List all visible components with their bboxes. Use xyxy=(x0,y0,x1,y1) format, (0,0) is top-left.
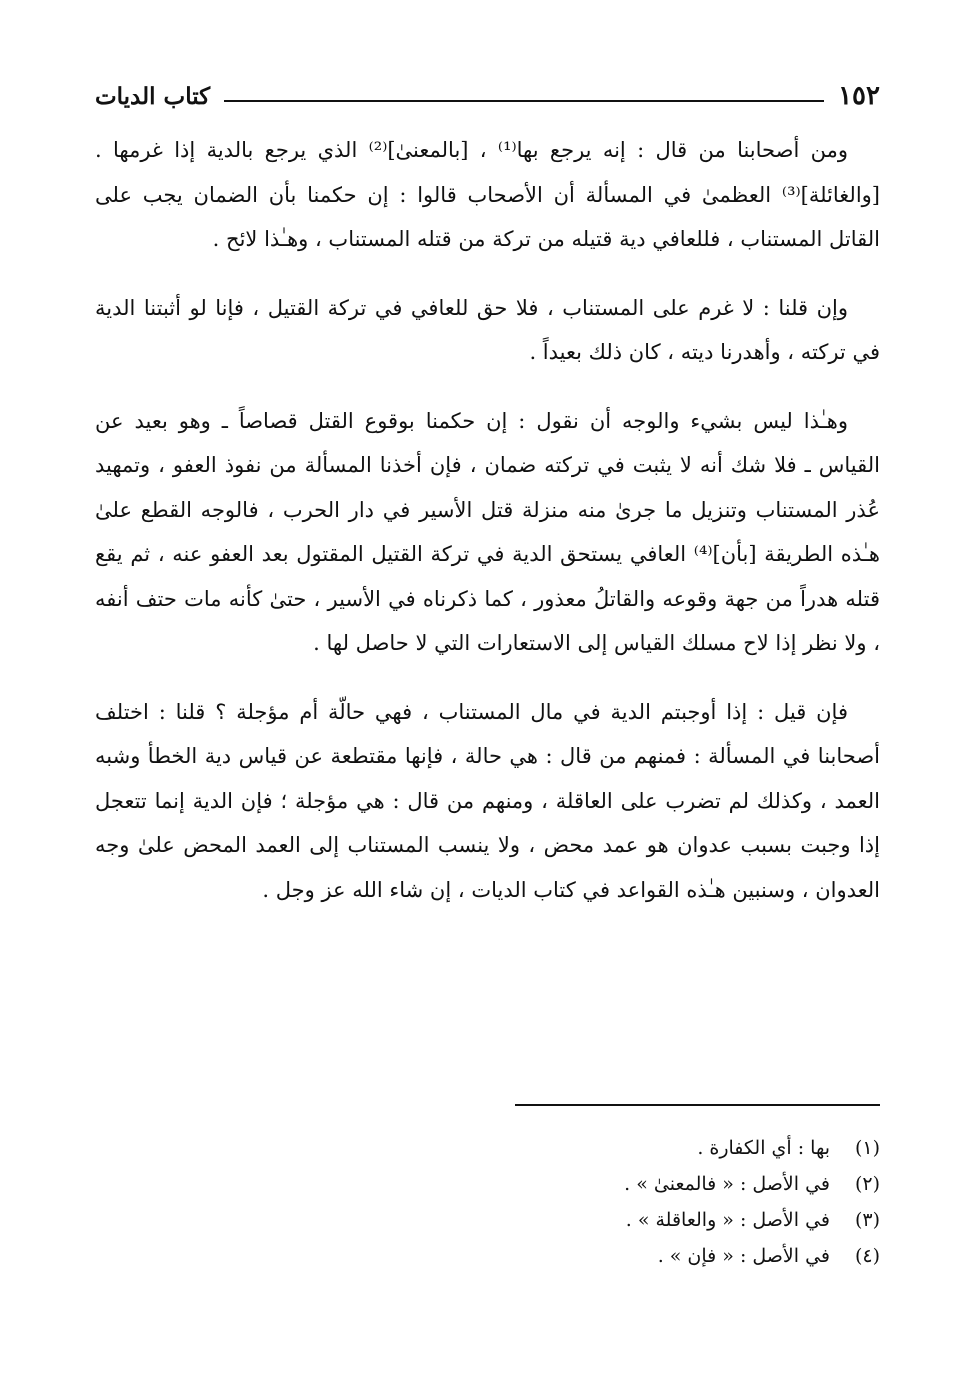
footnote-number: (١) xyxy=(854,1137,880,1159)
footnote-text: في الأصل : « فإن » . xyxy=(657,1245,830,1267)
footnote-text: في الأصل : « فالمعنىٰ » . xyxy=(624,1173,830,1195)
footnotes xyxy=(95,1130,880,1274)
running-title: كتاب الديات xyxy=(95,82,211,110)
footnote xyxy=(95,1130,880,1166)
paragraph: ومن أصحابنا من قال : إنه يرجع بها⁽¹⁾ ، [بالمعنىٰ]⁽²⁾ الذي يرجع بالدية إذا غرمها . [والغائلة]⁽³⁾ العظمىٰ في المسألة أن الأصحاب قالوا : إن حكمنا بأن الضمان يجب على القاتل المستناب ، فللعافي دية قتيله من تركة من قتله المستناب ، وهـٰذا لائح . xyxy=(95,138,880,251)
footnote xyxy=(95,1238,880,1274)
footnote-number: (٤) xyxy=(854,1245,880,1267)
footnote-number: (٢) xyxy=(854,1173,880,1195)
footnote-number: (٣) xyxy=(854,1209,880,1231)
paragraph: فإن قيل : إذا أوجبتم الدية في مال المستناب ، فهي حالّة أم مؤجلة ؟ قلنا : اختلف أصحابنا في المسألة : فمنهم من قال : هي حالة ، فإنها مقتطعة عن قياس دية الخطأ وشبه العمد ، وكذلك لم تضرب على العاقلة ، ومنهم من قال : هي مؤجلة ؛ فإن الدية إنما تتعجل إذا وجبت بسبب عدوان هو عمد محض ، ولا ينسب المستناب إلى العمد المحض علىٰ وجه العدوان ، وسنبين هـٰذه القواعد في كتاب الديات ، إن شاء الله عز وجل . xyxy=(95,699,880,902)
footnote xyxy=(95,1202,880,1238)
paragraph: وإن قلنا : لا غرم على المستناب ، فلا حق للعافي في تركة القتيل ، فإنا لو أثبتنا الدية في تركته ، وأهدرنا ديته ، كان ذلك بعيداً . xyxy=(95,295,880,364)
page-number: ١٥٢ xyxy=(838,81,880,111)
paragraph: وهـٰذا ليس بشيء والوجه أن نقول : إن حكمنا بوقوع القتل قصاصاً ـ وهو بعيد عن القياس ـ فلا شك أنه لا يثبت في تركته ضمان ، فإن أخذنا المسألة من نفوذ العفو ، وتمهيد عُذر المستناب وتنزيل ما جرىٰ منه منزلة قتل الأسير في دار الحرب ، فالوجه القطع علىٰ هـٰذه الطريقة [بأن]⁽⁴⁾ العافي يستحق الدية في تركة القتيل المقتول بعد العفو عنه ، ثم يقع قتله هدراً من جهة وقوعه والقاتلُ معذور ، كما ذكرناه في الأسير ، حتىٰ كأنه مات حتف أنفه ، ولا نظر إذا لاح مسلك القياس إلى الاستعارات التي لا حاصل لها . xyxy=(95,408,880,655)
footnote-text: في الأصل : « والعاقلة » . xyxy=(625,1209,830,1231)
main-text xyxy=(95,128,880,936)
header-rule xyxy=(224,100,824,102)
footnote-separator xyxy=(515,1104,880,1106)
footnote-text: بها : أي الكفارة . xyxy=(697,1137,830,1159)
running-header xyxy=(95,76,880,116)
footnote xyxy=(95,1166,880,1202)
